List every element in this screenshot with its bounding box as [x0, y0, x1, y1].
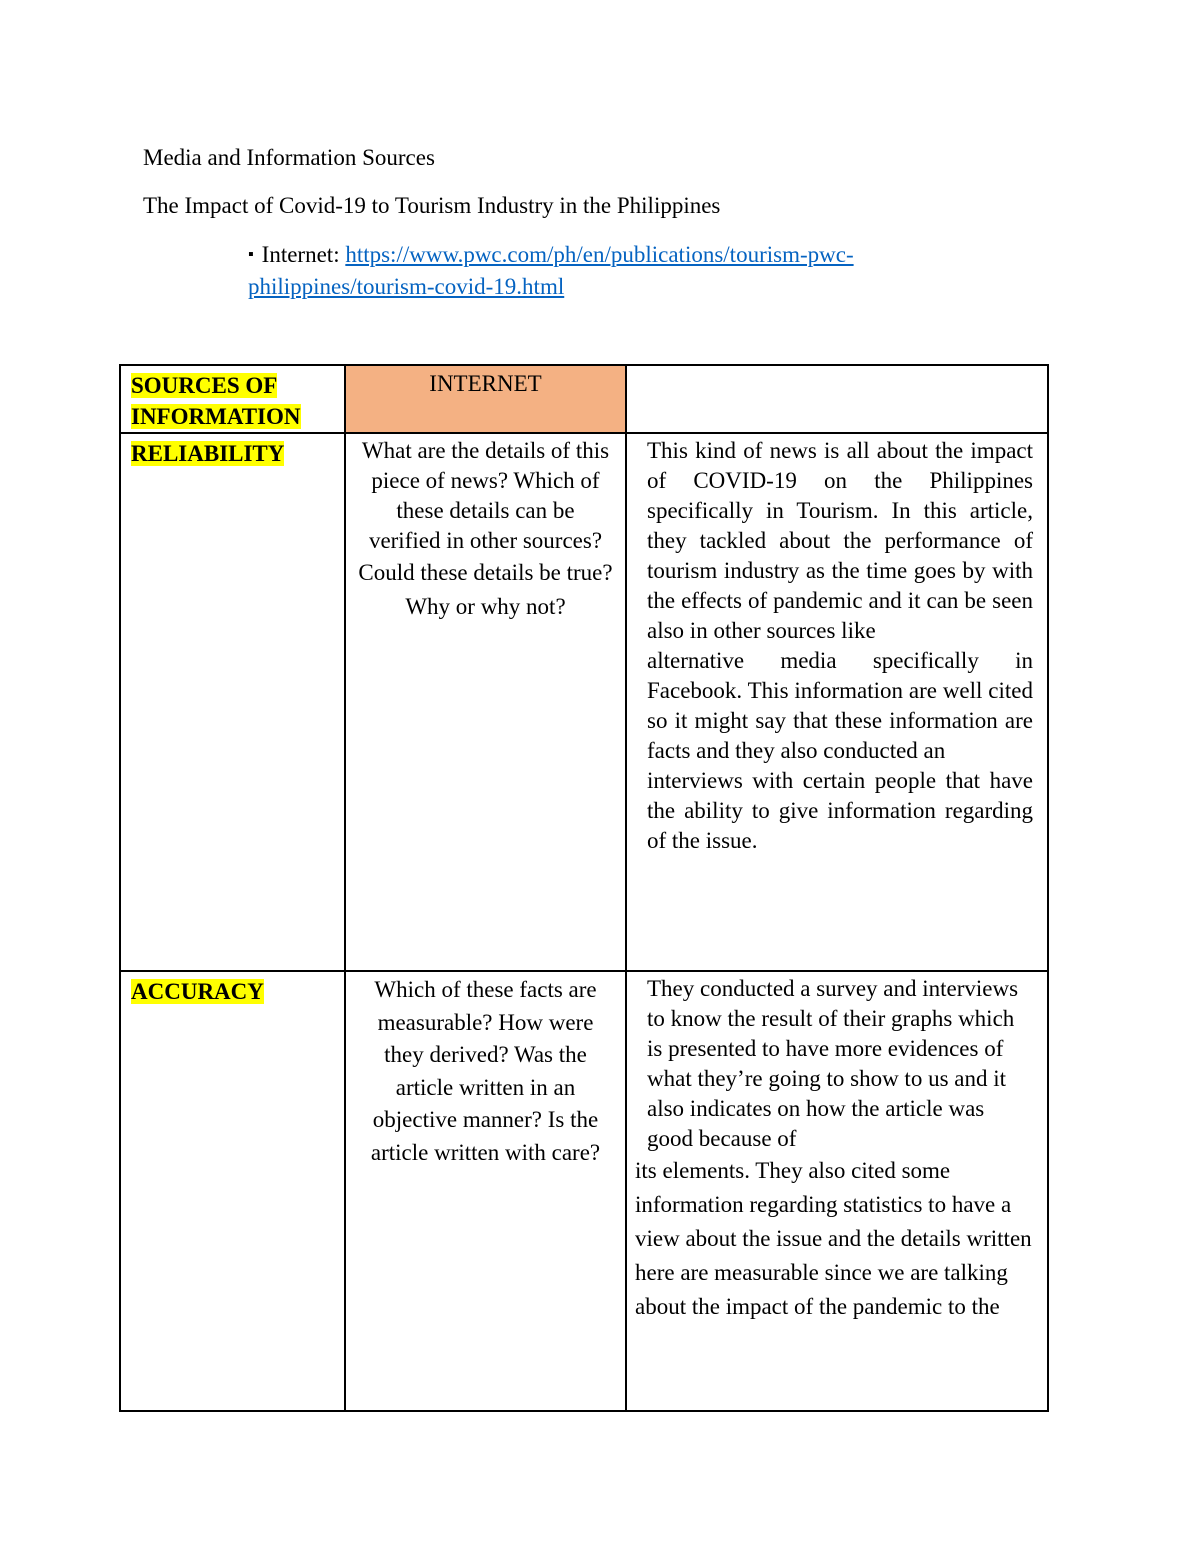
table-row [120, 971, 1048, 1411]
answer-text: its elements. They also cited some information regarding statistics to have a view about the issue and the details written here are measurable since we are talking about the impact of the pandemic to the [635, 1158, 1032, 1319]
source-url-link-continued[interactable]: philippines/tourism-covid-19.html [248, 274, 565, 299]
evaluation-table [119, 364, 1049, 1412]
row-label: RELIABILITY [131, 441, 285, 466]
question-text: What are the details of this piece of news? Which of these details can be verified in other sources? [361, 438, 610, 553]
header-internet-cell [345, 365, 626, 433]
source-url-link[interactable]: https://www.pwc.com/ph/en/publications/tourism-pwc- [345, 242, 854, 267]
row-label-cell [120, 971, 345, 1411]
answer-text: interviews with certain people that have the ability to give information regarding of the issue. [647, 768, 1033, 853]
answer-cell [626, 433, 1048, 971]
bullet-icon: ▪ [248, 246, 254, 263]
answer-text: This kind of news is all about the impact of COVID-19 on the Philippines specifically in Tourism. In this article, they tackled about the performance of tourism industry as the time goes by with the effects of pandemic and it can be seen also in other sources like [647, 438, 1033, 643]
source-label: Internet: [261, 242, 340, 267]
answer-text: alternative media specifically in Facebook. This information are well cited so it might say that these information are facts and they also conducted an [647, 648, 1033, 763]
table-header-row [120, 365, 1048, 433]
header-internet-label: INTERNET [429, 371, 542, 396]
row-label-cell [120, 433, 345, 971]
table-row [120, 433, 1048, 971]
document-title: Media and Information Sources [143, 145, 435, 170]
row-label: ACCURACY [131, 979, 264, 1004]
question-text: Could these details be true? Why or why not? [358, 560, 613, 619]
document-subtitle: The Impact of Covid-19 to Tourism Industry in the Philippines [143, 193, 721, 218]
question-cell [345, 433, 626, 971]
question-cell [345, 971, 626, 1411]
source-bullet [248, 239, 1008, 271]
answer-cell [626, 971, 1048, 1411]
question-text: Which of these facts are measurable? How were they derived? Was the article written in an objective manner? Is the article written with care? [370, 977, 601, 1165]
header-empty-cell [626, 365, 1048, 433]
header-label-cell [120, 365, 345, 433]
answer-text: They conducted a survey and interviews to know the result of their graphs which is presented to have more evidences of what they’re going to show to us and it also indicates on how the article was good because of [647, 976, 1019, 1151]
header-label: SOURCES OF INFORMATION [131, 373, 301, 429]
